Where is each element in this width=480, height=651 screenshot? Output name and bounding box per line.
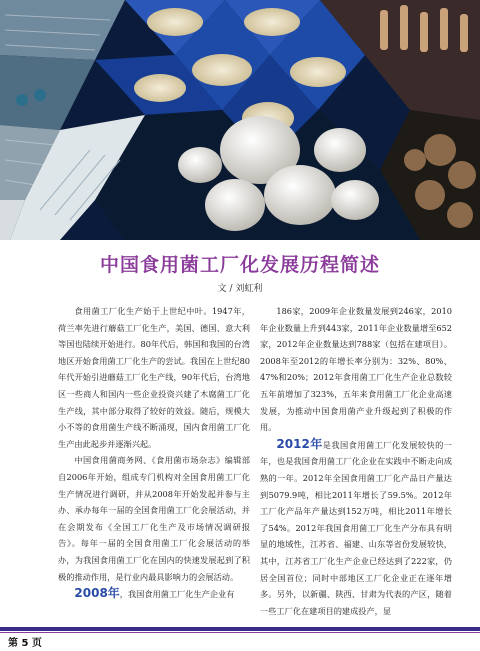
- collage-image: [0, 0, 480, 240]
- right-column: [260, 303, 452, 619]
- paragraph-text: ，我国食用菌工厂化生产企业有: [119, 589, 235, 600]
- page-number: 第 5 页: [8, 638, 42, 649]
- year-lead: 2012年: [276, 436, 323, 451]
- paragraph-text: 是我国食用菌工厂化发展较快的一年，也是我国食用菌工厂化企业在实践中不断走向成熟的一年。2012年全国食用菌工厂化产品日产量达到5079.9吨，相比2011年增长了59.5%。2012年工厂化产品年产量达到152万吨，相比2011年增长了54%。2012年我国食用菌工厂化生产分布具有明显的地域性，江苏省、福建、山东等省份发展较快，其中，江苏省工厂化生产企业已经达到了222家，仍居全国首位；同时中部地区工厂化企业正在逐年增多。另外，以新疆、陕西、甘肃为代表的产区，随着一些工厂化在建项目的建成投产，显: [260, 439, 452, 616]
- paragraph: [260, 436, 452, 620]
- mushroom-photo-collage: [0, 0, 480, 240]
- left-column: [58, 303, 250, 603]
- paragraph: 186家，2009年企业数量发展到246家，2010年企业数量上升到443家，2011年企业数量增至652家，2012年企业数量达到788家（包括在建项目）。2008年至2012的年增长率分别为：32%、80%、47%和20%；2012年食用菌工厂化生产企业总数较五年前增加了323%，五年来食用菌工厂化企业高速发展，为推动中国食用菌产业升级起到了积极的作用。: [260, 306, 452, 433]
- footer-bar: [0, 627, 480, 631]
- year-lead: 2008年: [74, 586, 120, 601]
- article-byline: 文 / 刘虹利: [217, 284, 263, 294]
- paragraph: 中国食用菌商务网、《食用菌市场杂志》编辑部自2006年开始，组成专门机构对全国食用菌工厂化生产情况进行调研，并从2008年开始发起并参与主办、承办每年一届的全国食用菌工厂化会展活动，并在会期发布《全国工厂化生产及市场情况调研报告》。每年一届的全国食用菌工厂化会展活动的举办，为我国食用菌工厂化在国内的快速发展起到了积极的推动作用，是行业内最具影响力的会展活动。: [58, 455, 250, 582]
- paragraph: 食用菌工厂化生产始于上世纪中叶。1947年，荷兰率先进行蘑菇工厂化生产，美国、德国、意大利等国也陆续开始进行。80年代后，韩国和我国的台湾地区开始食用菌工厂化生产的尝试。我国在上世纪80年代开始引进蘑菇工厂化生产线，90年代后，台湾地区一些商人和国内一些企业投资兴建了木腐菌工厂化生产线，其中部分取得了较好的效益。随后，规模大小不等的食用菌生产线不断涌现，国内食用菌工厂化生产由此起步并逐渐兴起。: [58, 306, 250, 449]
- article-title: 中国食用菌工厂化发展历程简述: [99, 254, 380, 276]
- footer-rule: [0, 632, 480, 633]
- paragraph: [58, 585, 250, 603]
